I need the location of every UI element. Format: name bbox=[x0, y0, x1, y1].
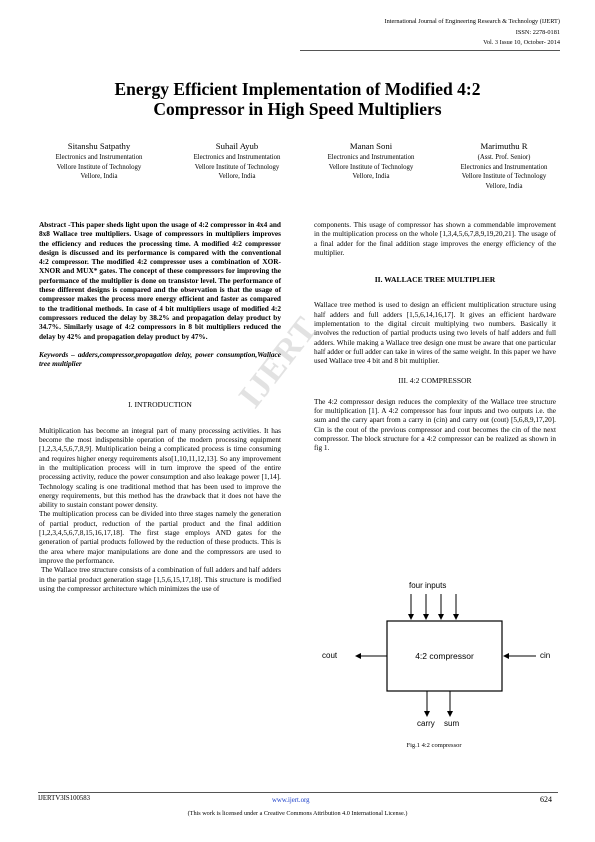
figure-1 bbox=[314, 574, 574, 754]
author-name: Manan Soni bbox=[349, 141, 393, 151]
author-name: Suhail Ayub bbox=[215, 141, 259, 151]
figure-caption: Fig.1 4:2 compressor bbox=[406, 742, 462, 749]
author-name: Marimuthu R bbox=[480, 141, 528, 151]
paper-title bbox=[60, 79, 535, 119]
label-four-inputs: four inputs bbox=[409, 581, 447, 590]
section-heading-compressor: III. 4:2 COMPRESSOR bbox=[398, 375, 472, 385]
section-heading-introduction: I. INTRODUCTION bbox=[128, 400, 192, 410]
author-name: Sitanshu Satpathy bbox=[67, 141, 131, 151]
wallace-paragraph: Wallace tree method is used to design an efficient multiplication structure using half adders and full adders [1,5,6,14,16,17]. It gives an efficient hardware implementation to the digital circuit multiplying two numbers. Basically it involves the reduction of partial products using two levels of half adders and full adders. While making a Wallace tree design one must be aware that one particular half adder or full adder can take in wires of the same weight. In this paper we have used Wallace tree 4 bit and 8 bit multiplier. bbox=[314, 300, 556, 366]
footer-page-number: 624 bbox=[540, 795, 552, 804]
author-2 bbox=[172, 141, 302, 182]
left-column bbox=[39, 220, 281, 593]
abstract: Abstract -This paper sheds light upon the usage of 4:2 compressor in 4x4 and 8x8 Wallace tree multipliers. Usage of compressors in multipliers improves the efficiency and reduces the processing time. A modified 4:2 compressor design is discussed and its performance is compared with the conventional 4:2 compressor. The modified 4:2 compressor uses a combination of XOR-XNOR and MUX* gates. The concept of these compressors for improving the performance of the multiplier is done on transistor level. The performance of these different designs is compared and the observation is that the usage of compressor makes the process more energy efficient and faster as compared to the traditional methods. In case of 4 bit multipliers usage of modified 4:2 compressors reduced the delay by 38.2% and propagation delay product by 34.7%. Similarly usage of 4:2 compressors in 8 bit multipliers reduced the delay by 42% and propagation delay product by 47%. bbox=[39, 220, 281, 341]
author-place: Vellore, India bbox=[80, 173, 118, 181]
label-sum: sum bbox=[444, 719, 460, 728]
journal-header bbox=[385, 17, 561, 49]
journal-issn: ISSN: 2278-0181 bbox=[515, 28, 560, 36]
keywords: Keywords – adders,compressor,propagation delay, power consumption,Wallace tree multiplier bbox=[39, 349, 281, 369]
author-place: Vellore, India bbox=[218, 173, 256, 181]
author-place: Vellore, India bbox=[485, 182, 523, 190]
author-inst: Vellore Institute of Technology bbox=[56, 163, 142, 171]
journal-volume: Vol. 3 Issue 10, October- 2014 bbox=[483, 39, 560, 46]
author-inst: Vellore Institute of Technology bbox=[194, 163, 280, 171]
author-inst: Vellore Institute of Technology bbox=[461, 173, 547, 181]
author-dept: Electronics and Instrumentation bbox=[327, 154, 415, 161]
author-4 bbox=[439, 141, 569, 191]
footer-license: (This work is licensed under a Creative Commons Attribution 4.0 International License.) bbox=[187, 810, 408, 817]
compressor-paragraph: The 4:2 compressor design reduces the complexity of the Wallace tree structure for multiplication [1]. A 4:2 compressor has four inputs and two outputs i.e. the sum and the carry apart from a carry in (cin) and carry out (cout) [5,6,8,9,17,20]. Cin is the cout of the previous compressor and cout becomes the cin of the next compressor. The block structure for a 4:2 compressor can be realized as shown in fig 1. bbox=[314, 396, 556, 453]
author-dept: Electronics and Instrumentation bbox=[55, 154, 143, 161]
author-place: Vellore, India bbox=[352, 173, 390, 181]
author-dept: Electronics and Instrumentation bbox=[460, 163, 548, 171]
footer-website-link[interactable]: www.ijert.org bbox=[272, 797, 310, 804]
ijert-watermark: IJERT bbox=[232, 310, 326, 415]
label-cin: cin bbox=[540, 651, 551, 660]
footer-rule bbox=[38, 792, 558, 793]
right-paragraph-1: components. This usage of compressor has shown a commendable improvement in the multiplication process on the whole [1,3,4,5,6,7,8,9,19,20,21]. The usage of a final adder for the final addition stage improves the energy efficiency of the multiplier. bbox=[314, 220, 556, 257]
label-cout: cout bbox=[322, 651, 338, 660]
author-3 bbox=[306, 141, 436, 182]
right-column bbox=[314, 220, 556, 453]
author-inst: Vellore Institute of Technology bbox=[328, 163, 414, 171]
title-line-1: Energy Efficient Implementation of Modified 4:2 bbox=[114, 79, 481, 99]
author-role: (Asst. Prof. Senior) bbox=[477, 154, 531, 161]
intro-paragraph-3: The Wallace tree structure consists of a combination of full adders and half adders in the partial product generation stage [1,5,6,15,17,18]. This structure is modified using the compressor architecture which minimizes the use of bbox=[39, 565, 281, 593]
label-4-2-compressor: 4:2 compressor bbox=[415, 651, 474, 661]
intro-paragraph-1: Multiplication has become an integral part of many processing activities. It has become the most indispensible operation of the modern processing equipment [1,2,3,4,5,6,7,8,9]. Multiplication being a complicated process is time consuming and requires higher energy requirements also[1,10,11,12,13]. So any improvement in the multiplication process will in turn improve the speed of the entire processing activity, reduce the power consumption and also leakage power [1,14]. Technology scaling is one traditional method that has been used to improve the energy requirements, but this method has the drawback that it does not have the ability to sustain constant power density. bbox=[39, 425, 281, 510]
journal-name: International Journal of Engineering Research & Technology (IJERT) bbox=[384, 18, 560, 25]
footer-paper-id: IJERTV3IS100583 bbox=[38, 795, 91, 802]
title-line-2: Compressor in High Speed Multipliers bbox=[153, 99, 442, 119]
label-carry: carry bbox=[417, 719, 435, 728]
header-rule bbox=[300, 50, 560, 51]
section-heading-wallace: II. WALLACE TREE MULTIPLIER bbox=[374, 275, 496, 285]
intro-paragraph-2: The multiplication process can be divided into three stages namely the generation of partial product, reduction of the partial product and the final addition [1,2,3,4,5,6,7,8,15,16,17,18]. The first stage employs AND gates for the generation of partial products followed by the reduction of these products. This is the area where major manipulations are done and the compressors are used to improve the performance. bbox=[39, 509, 281, 565]
author-1 bbox=[34, 141, 164, 182]
author-dept: Electronics and Instrumentation bbox=[193, 154, 281, 161]
compressor-diagram bbox=[314, 574, 574, 754]
